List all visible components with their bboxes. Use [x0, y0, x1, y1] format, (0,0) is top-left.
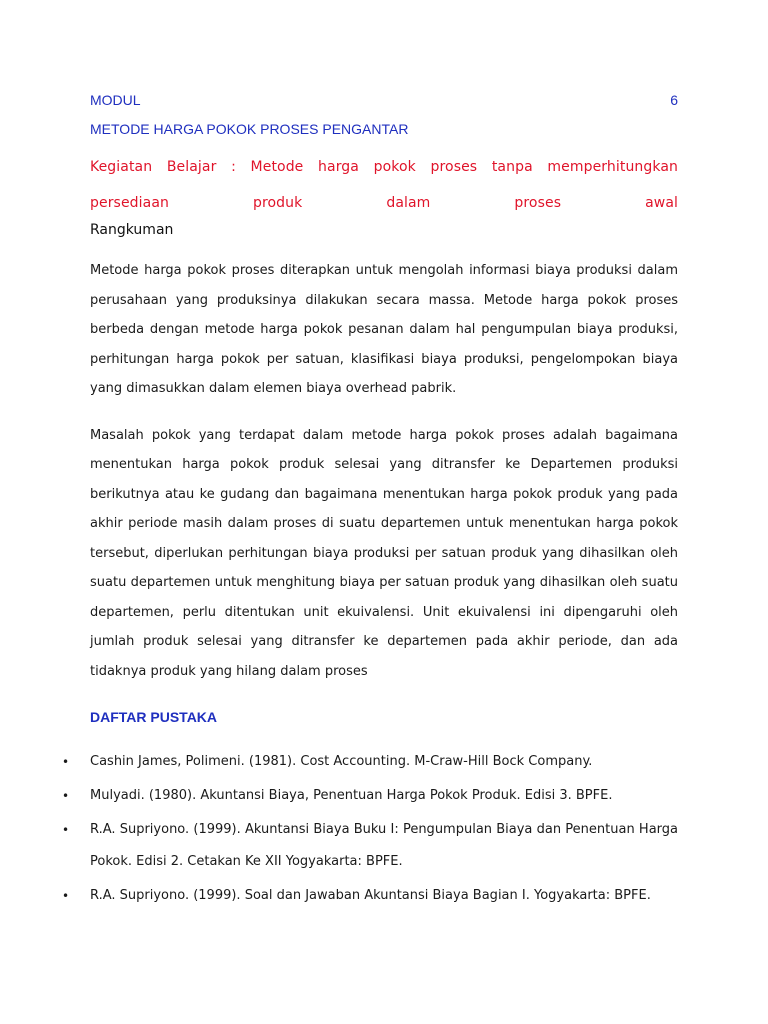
kegiatan-belajar: Kegiatan Belajar : Metode harga pokok proses tanpa memperhitungkan persediaan produk dalam proses awal: [90, 159, 678, 211]
list-item: [60, 880, 678, 912]
reference-list: [60, 746, 678, 912]
bullet-icon: •: [62, 755, 70, 769]
reference-text: R.A. Supriyono. (1999). Akuntansi Biaya Buku I: Pengumpulan Biaya dan Penentuan Harga Pokok. Edisi 2. Cetakan Ke XII Yogyakarta: BPFE.: [90, 822, 678, 869]
reference-text: Mulyadi. (1980). Akuntansi Biaya, Penentuan Harga Pokok Produk. Edisi 3. BPFE.: [90, 788, 613, 803]
document-content: [62, 89, 678, 914]
modul-number: 6: [670, 92, 678, 108]
reference-text: R.A. Supriyono. (1999). Soal dan Jawaban Akuntansi Biaya Bagian I. Yogyakarta: BPFE.: [90, 888, 651, 903]
rangkuman-heading: Rangkuman: [90, 222, 174, 238]
list-item: [60, 814, 678, 878]
rangkuman-paragraph-1: Metode harga pokok proses diterapkan untuk mengolah informasi biaya produksi dalam perusahaan yang produksinya dilakukan secara massa. Metode harga pokok proses berbeda dengan metode harga pokok pesanan dalam hal pengumpulan biaya produksi, perhitungan harga pokok per satuan, klasifikasi biaya produksi, pengelompokan biaya yang dimasukkan dalam elemen biaya overhead pabrik.: [90, 263, 678, 396]
rangkuman-paragraph-2: Masalah pokok yang terdapat dalam metode harga pokok proses adalah bagaimana menentukan harga pokok produk selesai yang ditransfer ke Departemen produksi berikutnya atau ke gudang dan bagaimana menentukan harga pokok produk yang pada akhir periode masih dalam proses di suatu departemen untuk menentukan harga pokok tersebut, diperlukan perhitungan biaya produksi per satuan produk yang dihasilkan oleh suatu departemen untuk menghitung biaya per satuan produk yang dihasilkan oleh suatu departemen, perlu ditentukan unit ekuivalensi. Unit ekuivalensi ini dipengaruhi oleh jumlah produk selesai yang ditransfer ke departemen pada akhir periode, dan ada tidaknya produk yang hilang dalam proses: [90, 427, 678, 679]
modul-label: MODUL: [90, 92, 141, 108]
bullet-icon: •: [62, 789, 70, 803]
bullet-icon: •: [62, 823, 70, 837]
list-item: [60, 746, 678, 778]
reference-text: Cashin James, Polimeni. (1981). Cost Accounting. M-Craw-Hill Bock Company.: [90, 754, 593, 769]
modul-header: [90, 89, 678, 111]
list-item: [60, 780, 678, 812]
module-subtitle: METODE HARGA POKOK PROSES PENGANTAR: [90, 121, 409, 137]
daftar-pustaka-heading: DAFTAR PUSTAKA: [90, 709, 218, 725]
bullet-icon: •: [62, 889, 70, 903]
